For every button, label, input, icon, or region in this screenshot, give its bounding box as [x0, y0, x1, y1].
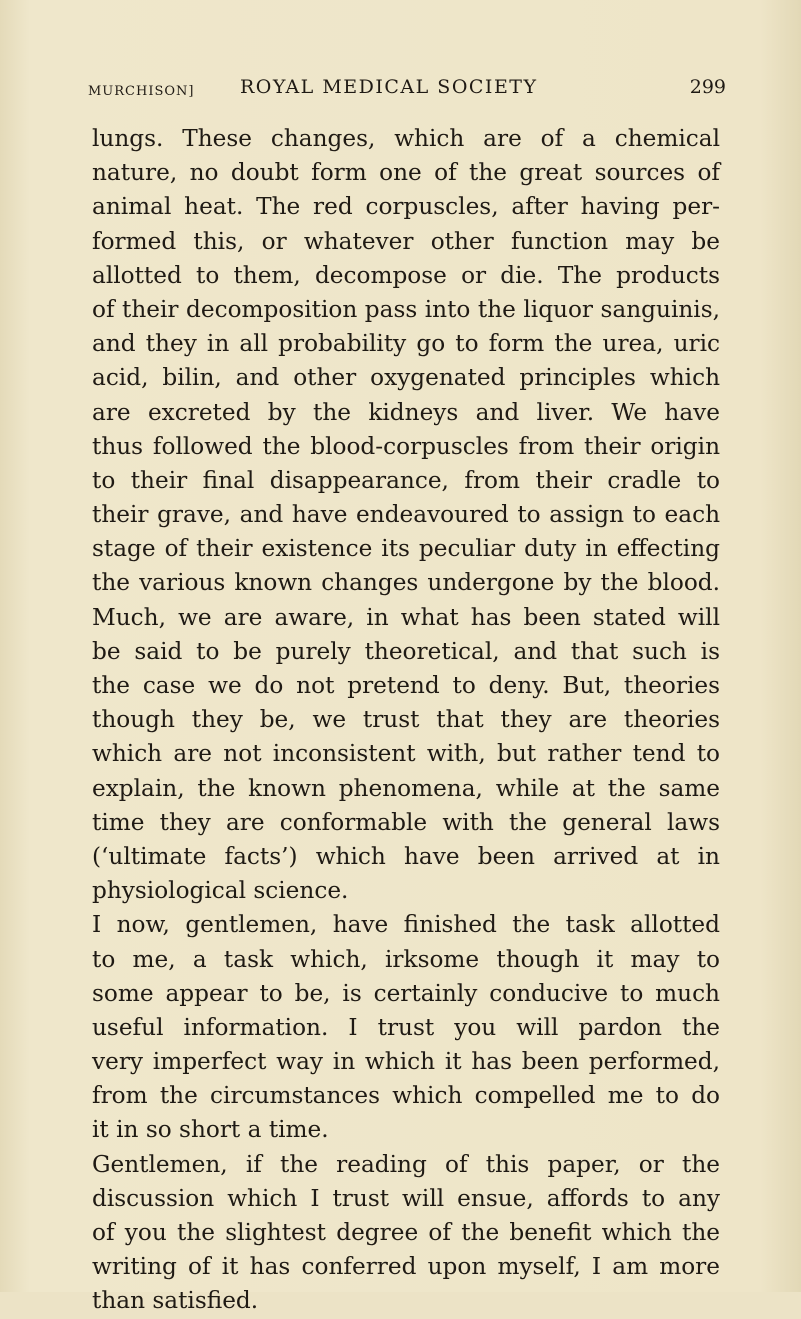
text-line: (‘ultimate facts’) which have been arrived at in: [92, 842, 720, 870]
text-line: which are not inconsistent with, but rather tend to: [92, 740, 720, 768]
text-line: formed this, or whatever other function may be: [92, 227, 720, 255]
journal-running-head: ROYAL MEDICAL SOCIETY: [240, 76, 538, 98]
text-line: of you the slightest degree of the benefit which the: [92, 1219, 720, 1246]
text-line: than satisfied.: [92, 1287, 259, 1315]
text-line: time they are conformable with the general laws: [92, 808, 720, 836]
text-line: I now, gentlemen, have finished the task allotted: [92, 911, 720, 939]
text-line: useful information. I trust you will pardon the: [92, 1013, 720, 1041]
text-line: animal heat. The red corpuscles, after having per-: [92, 193, 720, 221]
text-line: are excreted by the kidneys and liver. We have: [92, 398, 720, 426]
text-line: thus followed the blood-corpuscles from their origin: [92, 432, 720, 460]
text-line: and they in all probability go to form the urea, uric: [92, 330, 720, 358]
text-line: from the circumstances which compelled me to do: [92, 1082, 720, 1110]
text-line: of their decomposition pass into the liquor sanguinis,: [92, 295, 720, 323]
text-line: acid, bilin, and other oxygenated principles which: [92, 364, 720, 392]
text-line: explain, the known phenomena, while at the same: [92, 774, 720, 802]
text-line: to me, a task which, irksome though it may to: [92, 945, 720, 973]
text-line: very imperfect way in which it has been performed,: [92, 1048, 720, 1076]
text-line: discussion which I trust will ensue, affords to any: [92, 1184, 720, 1212]
text-line: stage of their existence its peculiar duty in effecting: [92, 535, 720, 563]
text-line: their grave, and have endeavoured to assign to each: [92, 501, 720, 529]
text-line: some appear to be, is certainly conducive to much: [92, 979, 720, 1007]
text-line: nature, no doubt form one of the great sources of: [92, 159, 720, 187]
text-line: lungs. These changes, which are of a chemical: [92, 125, 720, 152]
text-line: it in so short a time.: [92, 1116, 329, 1144]
page-number: 299: [689, 76, 726, 98]
text-line: the case we do not pretend to deny. But, theories: [92, 672, 720, 699]
text-line: the various known changes undergone by the blood.: [92, 569, 720, 597]
body-text: [92, 122, 720, 1319]
author-running-head: MURCHISON]: [88, 84, 195, 99]
text-line: allotted to them, decompose or die. The products: [92, 261, 720, 289]
text-line: Gentlemen, if the reading of this paper, or the: [92, 1150, 720, 1178]
running-header: [88, 76, 728, 106]
text-line: though they be, we trust that they are theories: [92, 706, 720, 734]
text-line: writing of it has conferred upon myself, I am more: [92, 1253, 720, 1281]
text-line: Much, we are aware, in what has been stated will: [92, 603, 720, 631]
text-line: to their final disappearance, from their cradle to: [92, 466, 720, 494]
text-line: physiological science.: [92, 877, 349, 905]
text-line: be said to be purely theoretical, and that such is: [92, 637, 720, 665]
